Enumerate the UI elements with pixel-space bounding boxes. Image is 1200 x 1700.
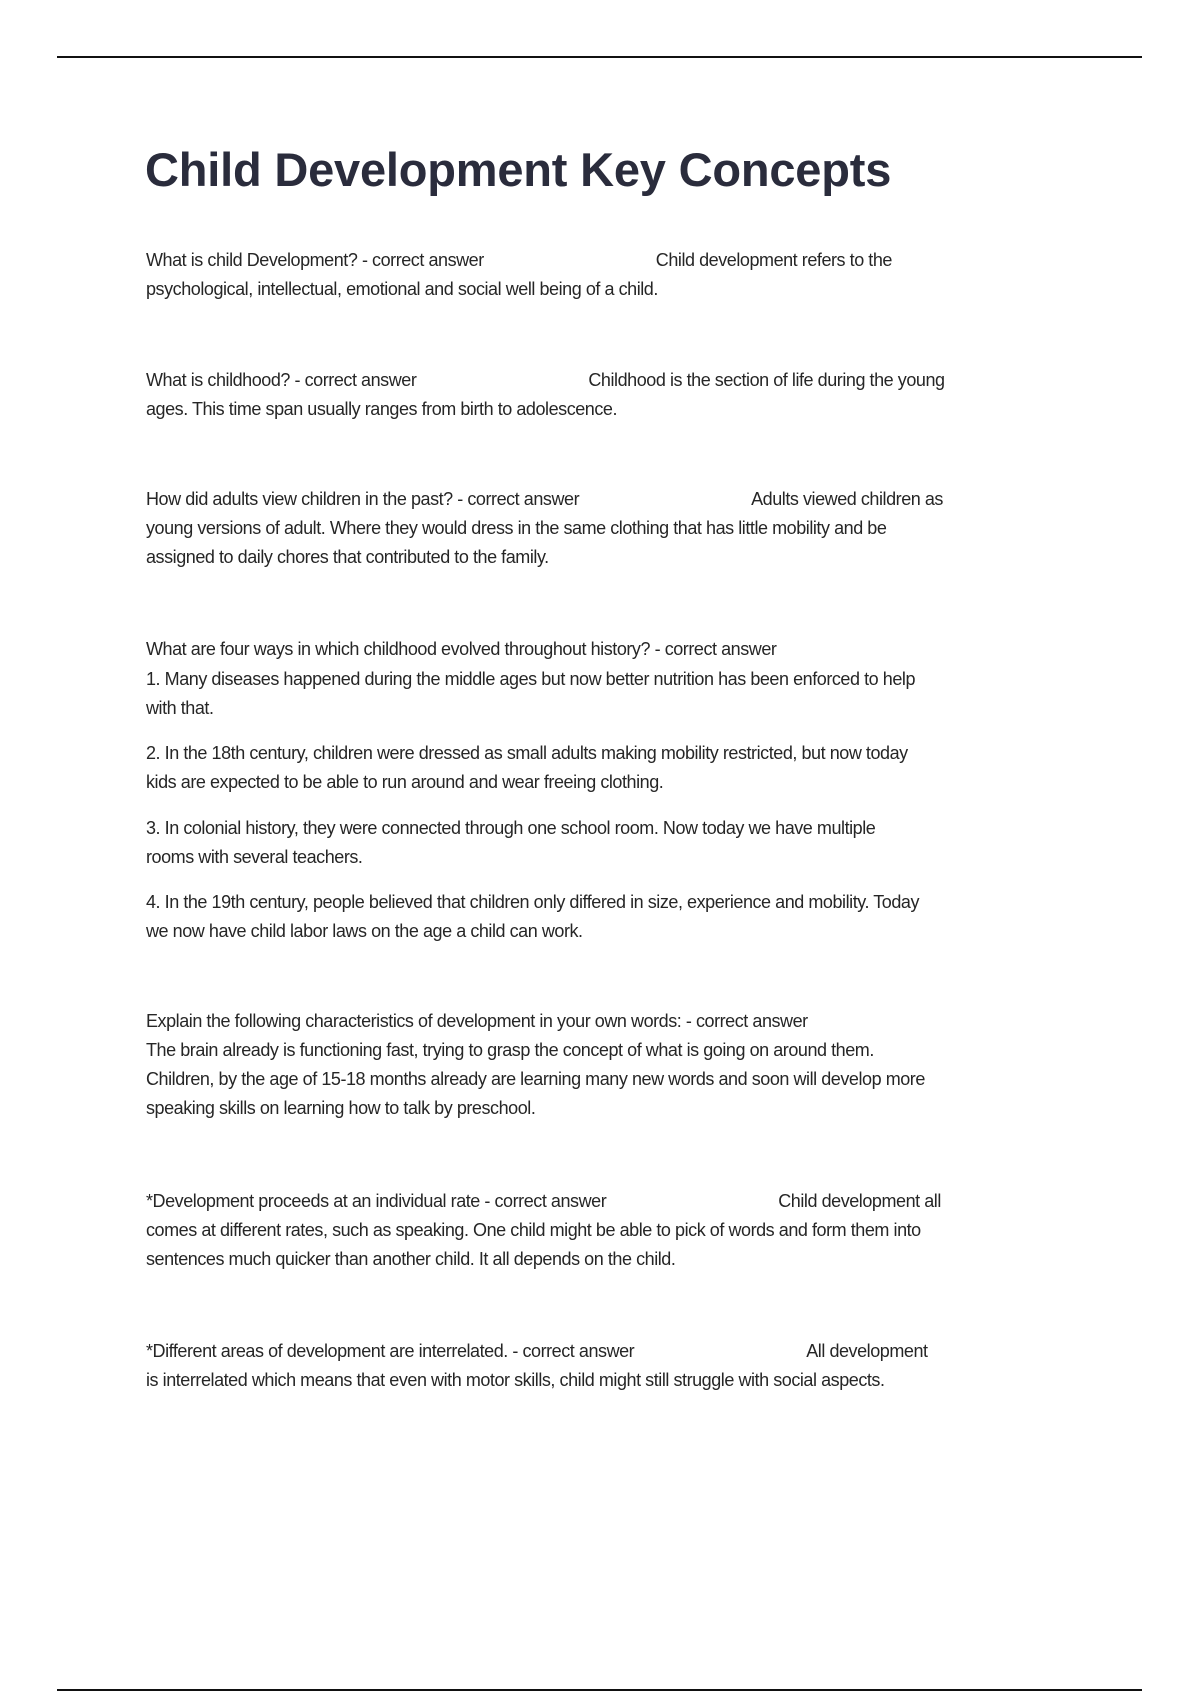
qa-item [146, 1337, 928, 1395]
bottom-rule [57, 1689, 1142, 1691]
list-item [146, 888, 919, 946]
qa-item [146, 246, 892, 304]
page-title: Child Development Key Concepts [145, 143, 892, 196]
list-item-line: 4. In the 19th century, people believed that children only differed in size, experience and mobility. Today [146, 892, 920, 912]
list-item-line: kids are expected to be able to run around and wear freeing clothing. [146, 772, 664, 792]
answer-line: comes at different rates, such as speaking. One child might be able to pick of words and form them into [146, 1220, 921, 1240]
qa-item [146, 1007, 925, 1123]
list-item-line: 3. In colonial history, they were connected through one school room. Now today we have multiple [146, 818, 876, 838]
qa-item [146, 1187, 941, 1274]
qa-item [146, 635, 776, 664]
answer-line: Children, by the age of 15-18 months already are learning many new words and soon will develop more [146, 1069, 925, 1089]
answer: All development [806, 1341, 928, 1361]
top-rule [57, 56, 1142, 58]
answer-line: young versions of adult. Where they would dress in the same clothing that has little mobility and be [146, 518, 887, 538]
answer: Child development refers to the [655, 250, 892, 270]
list-item [146, 814, 875, 872]
answer: Adults viewed children as [751, 489, 943, 509]
question: How did adults view children in the past? - correct answer [146, 489, 580, 509]
list-item-line: we now have child labor laws on the age a child can work. [146, 921, 583, 941]
list-item-line: rooms with several teachers. [146, 847, 363, 867]
answer: Child development all [778, 1191, 941, 1211]
question: *Different areas of development are interrelated. - correct answer [146, 1341, 635, 1361]
list-item-line: with that. [146, 698, 214, 718]
answer-line: ages. This time span usually ranges from birth to adolescence. [146, 399, 618, 419]
question: *Development proceeds at an individual rate - correct answer [146, 1191, 607, 1211]
answer-line: speaking skills on learning how to talk by preschool. [146, 1098, 536, 1118]
list-item-line: 1. Many diseases happened during the middle ages but now better nutrition has been enforced to help [146, 669, 916, 689]
answer-line: assigned to daily chores that contributed to the family. [146, 547, 549, 567]
answer-line: psychological, intellectual, emotional and social well being of a child. [146, 279, 658, 299]
list-item-line: 2. In the 18th century, children were dressed as small adults making mobility restricted, but now today [146, 743, 908, 763]
qa-item [146, 485, 943, 572]
question: Explain the following characteristics of development in your own words: - correct answer [146, 1011, 808, 1031]
qa-item [146, 366, 945, 424]
answer-line: sentences much quicker than another child. It all depends on the child. [146, 1249, 676, 1269]
list-item [146, 665, 915, 723]
list-item [146, 739, 908, 797]
question: What are four ways in which childhood evolved throughout history? - correct answer [146, 639, 777, 659]
question: What is childhood? - correct answer [146, 370, 417, 390]
question: What is child Development? - correct answer [146, 250, 484, 270]
answer-line: The brain already is functioning fast, trying to grasp the concept of what is going on around them. [146, 1040, 874, 1060]
answer: Childhood is the section of life during the young [588, 370, 945, 390]
answer-line: is interrelated which means that even with motor skills, child might still struggle with social aspects. [146, 1370, 885, 1390]
